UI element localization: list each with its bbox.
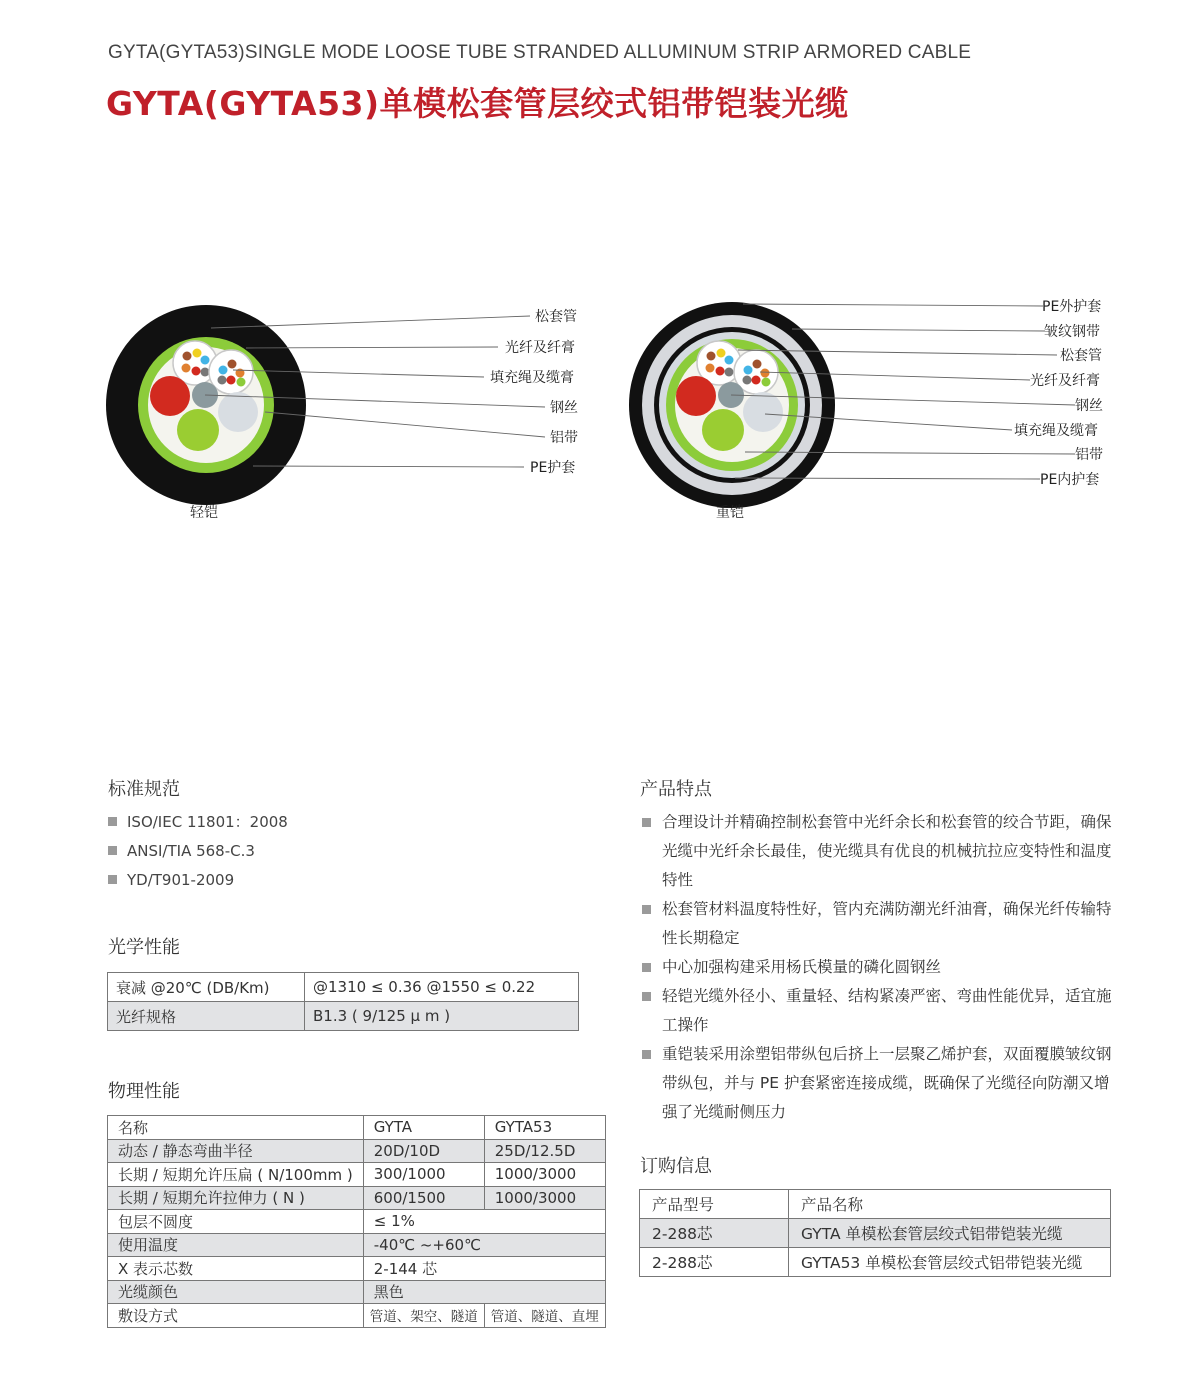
table-cell: GYTA53 单模松套管层绞式铝带铠装光缆 — [789, 1248, 1111, 1277]
cable-cross-sections — [0, 280, 1200, 530]
table-cell: 管道、架空、隧道 — [363, 1304, 484, 1328]
table-row — [108, 1304, 606, 1328]
table-cell: 20D/10D — [363, 1139, 484, 1163]
physical-heading: 物理性能 — [108, 1081, 180, 1102]
label-filler-heavy: 填充绳及缆膏 — [1014, 423, 1098, 439]
table-cell: 衰减 @20℃ (DB/Km) — [108, 973, 305, 1002]
ordering-table — [639, 1189, 1111, 1277]
optical-heading: 光学性能 — [108, 937, 180, 958]
table-row — [108, 1280, 606, 1304]
table-row — [108, 1116, 606, 1140]
table-row — [108, 1233, 606, 1257]
table-cell: 2-144 芯 — [363, 1257, 605, 1281]
table-row — [108, 1186, 606, 1210]
standards-heading: 标准规范 — [108, 779, 180, 800]
table-cell: 光纤规格 — [108, 1002, 305, 1031]
list-item: 重铠装采用涂塑铝带纵包后挤上一层聚乙烯护套，双面覆膜皱纹钢带纵包，并与 PE 护套紧密连接成缆，既确保了光缆径向防潮又增强了光缆耐侧压力 — [640, 1040, 1115, 1127]
table-cell: 管道、隧道、直埋 — [484, 1304, 605, 1328]
table-cell: ≤ 1% — [363, 1210, 605, 1234]
label-pe-outer: PE外护套 — [1042, 299, 1102, 315]
table-cell: B1.3 ( 9/125 μ m ) — [305, 1002, 579, 1031]
table-cell: -40℃ ~+60℃ — [363, 1233, 605, 1257]
label-corrugated-steel: 皱纹钢带 — [1044, 324, 1100, 340]
table-cell: GYTA — [363, 1116, 484, 1140]
table-cell: 600/1500 — [363, 1186, 484, 1210]
table-row — [108, 1002, 579, 1031]
title-english: GYTA(GYTA53)SINGLE MODE LOOSE TUBE STRANDED ALLUMINUM STRIP ARMORED CABLE — [108, 42, 972, 63]
table-cell: 1000/3000 — [484, 1163, 605, 1187]
label-aluminum-heavy: 铝带 — [1075, 447, 1103, 463]
table-cell: 使用温度 — [108, 1233, 364, 1257]
standards-list — [108, 808, 288, 895]
table-row — [108, 973, 579, 1002]
label-loose-tube-heavy: 松套管 — [1060, 348, 1102, 364]
list-item: 轻铠光缆外径小、重量轻、结构紧凑严密、弯曲性能优异，适宜施工操作 — [640, 982, 1115, 1040]
cable-diagrams — [0, 280, 1200, 530]
table-row — [640, 1248, 1111, 1277]
table-cell: 1000/3000 — [484, 1186, 605, 1210]
table-row — [108, 1257, 606, 1281]
label-pe-inner: PE内护套 — [1040, 472, 1100, 488]
title-chinese: GYTA(GYTA53)单模松套管层绞式铝带铠装光缆 — [106, 84, 849, 123]
table-cell: 产品型号 — [640, 1190, 789, 1219]
table-cell: 动态 / 静态弯曲半径 — [108, 1139, 364, 1163]
features-heading: 产品特点 — [640, 779, 712, 800]
table-cell: 300/1000 — [363, 1163, 484, 1187]
physical-table — [107, 1115, 606, 1328]
label-fiber-gel: 光纤及纤膏 — [505, 340, 575, 356]
label-loose-tube: 松套管 — [535, 309, 577, 325]
table-cell: 25D/12.5D — [484, 1139, 605, 1163]
optical-table — [107, 972, 579, 1031]
list-item: 中心加强构建采用杨氏模量的磷化圆钢丝 — [640, 953, 1115, 982]
label-steel-wire-heavy: 钢丝 — [1075, 398, 1103, 414]
table-row — [108, 1163, 606, 1187]
label-fiber-gel-heavy: 光纤及纤膏 — [1030, 373, 1100, 389]
table-cell: 名称 — [108, 1116, 364, 1140]
table-row — [108, 1139, 606, 1163]
heavy-armor-cross-section — [629, 302, 835, 508]
list-item: YD/T901-2009 — [108, 866, 288, 895]
table-cell: 2-288芯 — [640, 1219, 789, 1248]
table-row — [108, 1210, 606, 1234]
features-list — [640, 808, 1115, 1127]
light-armor-cross-section — [106, 305, 306, 505]
table-cell: 黑色 — [363, 1280, 605, 1304]
table-cell: 长期 / 短期允许拉伸力 ( N ) — [108, 1186, 364, 1210]
ordering-heading: 订购信息 — [640, 1156, 712, 1177]
caption-light-armor: 轻铠 — [190, 505, 218, 521]
table-row — [640, 1219, 1111, 1248]
label-steel-wire: 钢丝 — [550, 400, 578, 416]
table-row — [640, 1190, 1111, 1219]
table-cell: 包层不圆度 — [108, 1210, 364, 1234]
table-cell: 长期 / 短期允许压扁 ( N/100mm ) — [108, 1163, 364, 1187]
label-aluminum-tape: 铝带 — [550, 430, 578, 446]
list-item: ISO/IEC 11801：2008 — [108, 808, 288, 837]
table-cell: 光缆颜色 — [108, 1280, 364, 1304]
label-pe-sheath: PE护套 — [530, 460, 576, 476]
table-cell: 敷设方式 — [108, 1304, 364, 1328]
table-cell: 2-288芯 — [640, 1248, 789, 1277]
label-filler-rope: 填充绳及缆膏 — [490, 370, 574, 386]
table-cell: 产品名称 — [789, 1190, 1111, 1219]
caption-heavy-armor: 重铠 — [716, 505, 744, 521]
list-item: 合理设计并精确控制松套管中光纤余长和松套管的绞合节距，确保光缆中光纤余长最佳，使光缆具有优良的机械抗拉应变特性和温度特性 — [640, 808, 1115, 895]
table-cell: X 表示芯数 — [108, 1257, 364, 1281]
list-item: 松套管材料温度特性好，管内充满防潮光纤油膏，确保光纤传输特性长期稳定 — [640, 895, 1115, 953]
table-cell: GYTA53 — [484, 1116, 605, 1140]
table-cell: @1310 ≤ 0.36 @1550 ≤ 0.22 — [305, 973, 579, 1002]
table-cell: GYTA 单模松套管层绞式铝带铠装光缆 — [789, 1219, 1111, 1248]
list-item: ANSI/TIA 568-C.3 — [108, 837, 288, 866]
